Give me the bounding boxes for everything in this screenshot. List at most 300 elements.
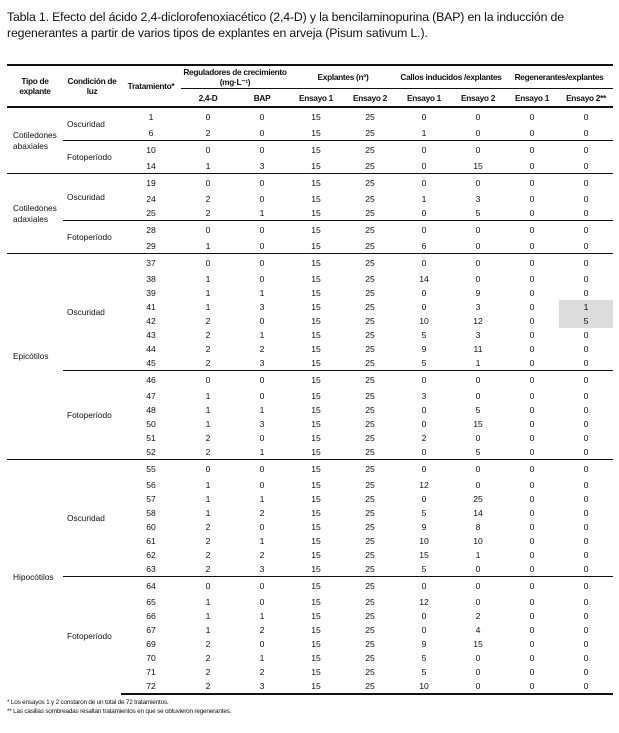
cell-tratamiento: 47 (146, 391, 156, 401)
cell-regenerantes-ensayo2: 0 (583, 241, 589, 251)
header-callos-ensayo2: Ensayo 2 (451, 89, 505, 108)
cell-bap: 0 (259, 639, 265, 649)
cell-bap: 1 (259, 330, 265, 340)
cell-callos-ensayo1: 5 (421, 667, 427, 677)
cell-regenerantes-ensayo2: 0 (583, 274, 589, 284)
cell-tipo-explante: Cotiledones adaxiales (7, 174, 63, 254)
cell-24d: 0 (181, 141, 235, 160)
cell-explantes-ensayo2: 25 (343, 254, 397, 273)
cell-callos-ensayo2: 0 (451, 174, 505, 193)
cell-callos-ensayo2: 3 (475, 330, 481, 340)
cell-tratamiento: 56 (146, 480, 156, 490)
cell-explantes-ensayo2: 25 (365, 344, 375, 354)
cell-explantes-ensayo2: 25 (343, 577, 397, 596)
cell-regenerantes-ensayo1: 0 (529, 241, 535, 251)
cell-callos-ensayo1: 10 (397, 679, 451, 694)
cell-tratamiento: 67 (146, 625, 156, 635)
header-24d: 2,4-D (181, 89, 235, 108)
cell-tratamiento: 57 (146, 494, 156, 504)
cell-explantes-ensayo1: 15 (311, 597, 321, 607)
cell-24d: 0 (181, 107, 235, 126)
cell-24d: 1 (205, 480, 211, 490)
cell-explantes-ensayo1: 15 (289, 460, 343, 479)
cell-callos-ensayo2: 0 (475, 433, 481, 443)
cell-regenerantes-ensayo2: 0 (583, 494, 589, 504)
cell-callos-ensayo1: 2 (421, 433, 427, 443)
cell-bap: 0 (259, 522, 265, 532)
cell-bap: 3 (259, 302, 265, 312)
cell-callos-ensayo1: 5 (421, 564, 427, 574)
cell-24d: 1 (205, 391, 211, 401)
cell-tratamiento: 63 (146, 564, 156, 574)
cell-tratamiento: 55 (121, 460, 181, 479)
cell-tratamiento: 6 (148, 128, 154, 138)
cell-explantes-ensayo1: 15 (311, 522, 321, 532)
cell-explantes-ensayo2: 25 (365, 302, 375, 312)
cell-callos-ensayo2: 0 (475, 480, 481, 490)
cell-bap: 3 (235, 679, 289, 694)
cell-regenerantes-ensayo1: 0 (529, 433, 535, 443)
cell-explantes-ensayo1: 15 (311, 316, 321, 326)
cell-explantes-ensayo1: 15 (311, 288, 321, 298)
cell-24d: 1 (205, 241, 211, 251)
cell-callos-ensayo1: 0 (421, 611, 427, 621)
cell-regenerantes-ensayo2: 0 (559, 254, 613, 273)
cell-tratamiento: 70 (146, 653, 156, 663)
cell-regenerantes-ensayo1: 0 (505, 460, 559, 479)
cell-regenerantes-ensayo2: 0 (583, 419, 589, 429)
cell-explantes-ensayo2: 25 (365, 405, 375, 415)
cell-regenerantes-ensayo1: 0 (529, 405, 535, 415)
cell-condicion-luz: Fotoperíodo (63, 221, 121, 254)
cell-24d: 1 (205, 161, 211, 171)
cell-condicion-luz: Oscuridad (63, 107, 121, 141)
cell-bap: 0 (235, 174, 289, 193)
cell-regenerantes-ensayo1: 0 (529, 344, 535, 354)
cell-callos-ensayo2: 5 (475, 447, 481, 457)
cell-explantes-ensayo1: 15 (289, 107, 343, 126)
cell-explantes-ensayo1: 15 (289, 221, 343, 240)
cell-explantes-ensayo2: 25 (365, 447, 375, 457)
cell-explantes-ensayo1: 15 (311, 391, 321, 401)
cell-callos-ensayo2: 14 (473, 508, 483, 518)
cell-bap: 2 (259, 550, 265, 560)
cell-bap: 0 (259, 274, 265, 284)
cell-callos-ensayo2: 0 (451, 254, 505, 273)
cell-callos-ensayo1: 9 (421, 344, 427, 354)
cell-explantes-ensayo2: 25 (365, 508, 375, 518)
cell-explantes-ensayo1: 15 (311, 625, 321, 635)
cell-regenerantes-ensayo2: 0 (583, 447, 589, 457)
cell-callos-ensayo1: 0 (421, 161, 427, 171)
cell-callos-ensayo2: 0 (451, 679, 505, 694)
cell-regenerantes-ensayo2: 0 (583, 639, 589, 649)
cell-regenerantes-ensayo2: 0 (559, 221, 613, 240)
cell-bap: 0 (259, 128, 265, 138)
cell-24d: 2 (205, 667, 211, 677)
cell-callos-ensayo1: 9 (421, 522, 427, 532)
cell-explantes-ensayo2: 25 (365, 241, 375, 251)
cell-explantes-ensayo1: 15 (311, 274, 321, 284)
cell-callos-ensayo1: 0 (397, 460, 451, 479)
cell-regenerantes-ensayo2: 0 (583, 405, 589, 415)
cell-regenerantes-ensayo1: 0 (529, 447, 535, 457)
cell-regenerantes-ensayo2: 0 (559, 679, 613, 694)
cell-condicion-luz: Oscuridad (63, 460, 121, 577)
cell-24d: 2 (205, 358, 211, 368)
cell-explantes-ensayo1: 15 (311, 344, 321, 354)
cell-explantes-ensayo1: 15 (311, 611, 321, 621)
cell-bap: 0 (259, 597, 265, 607)
cell-explantes-ensayo2: 25 (365, 330, 375, 340)
cell-explantes-ensayo2: 25 (365, 625, 375, 635)
cell-bap: 3 (259, 419, 265, 429)
cell-regenerantes-ensayo1: 0 (505, 254, 559, 273)
cell-callos-ensayo2: 2 (475, 611, 481, 621)
cell-regenerantes-ensayo2: 0 (583, 128, 589, 138)
cell-callos-ensayo2: 5 (475, 208, 481, 218)
cell-tratamiento: 60 (146, 522, 156, 532)
cell-explantes-ensayo2: 25 (365, 611, 375, 621)
cell-explantes-ensayo2: 25 (365, 597, 375, 607)
cell-tratamiento: 62 (146, 550, 156, 560)
cell-tratamiento: 51 (146, 433, 156, 443)
cell-tratamiento: 61 (146, 536, 156, 546)
cell-explantes-ensayo2: 25 (365, 564, 375, 574)
cell-callos-ensayo2: 0 (475, 274, 481, 284)
cell-regenerantes-ensayo2: 5 (559, 314, 613, 328)
cell-callos-ensayo2: 9 (475, 288, 481, 298)
cell-explantes-ensayo1: 15 (289, 174, 343, 193)
cell-regenerantes-ensayo2: 0 (583, 667, 589, 677)
cell-regenerantes-ensayo1: 0 (529, 480, 535, 490)
cell-bap: 3 (259, 161, 265, 171)
cell-tratamiento: 64 (121, 577, 181, 596)
cell-callos-ensayo1: 9 (421, 639, 427, 649)
cell-24d: 1 (205, 597, 211, 607)
cell-regenerantes-ensayo1: 0 (529, 564, 535, 574)
cell-explantes-ensayo2: 25 (343, 371, 397, 390)
cell-tratamiento: 52 (146, 447, 156, 457)
cell-explantes-ensayo1: 15 (311, 480, 321, 490)
cell-regenerantes-ensayo1: 0 (529, 208, 535, 218)
cell-regenerantes-ensayo1: 0 (529, 274, 535, 284)
cell-tratamiento: 24 (146, 194, 156, 204)
cell-explantes-ensayo1: 15 (311, 208, 321, 218)
cell-bap: 0 (235, 107, 289, 126)
cell-regenerantes-ensayo2: 0 (583, 625, 589, 635)
cell-24d: 2 (205, 564, 211, 574)
cell-bap: 0 (259, 241, 265, 251)
cell-regenerantes-ensayo1: 0 (529, 639, 535, 649)
cell-regenerantes-ensayo2: 0 (583, 522, 589, 532)
cell-regenerantes-ensayo1: 0 (529, 611, 535, 621)
cell-24d: 2 (205, 536, 211, 546)
cell-tratamiento: 65 (146, 597, 156, 607)
cell-24d: 1 (205, 302, 211, 312)
cell-bap: 1 (259, 653, 265, 663)
table-row (7, 174, 613, 193)
cell-regenerantes-ensayo2: 0 (583, 358, 589, 368)
cell-bap: 0 (259, 316, 265, 326)
footnotes (7, 698, 613, 716)
cell-bap: 0 (235, 141, 289, 160)
cell-callos-ensayo2: 0 (451, 460, 505, 479)
cell-callos-ensayo1: 0 (421, 208, 427, 218)
cell-tipo-explante: Cotiledones abaxiales (7, 107, 63, 174)
cell-24d: 1 (205, 288, 211, 298)
cell-explantes-ensayo2: 25 (365, 653, 375, 663)
cell-regenerantes-ensayo1: 0 (529, 550, 535, 560)
cell-tipo-explante: Hipocótilos (7, 460, 63, 695)
cell-regenerantes-ensayo2: 0 (583, 288, 589, 298)
cell-regenerantes-ensayo2: 0 (583, 480, 589, 490)
cell-explantes-ensayo1: 15 (311, 241, 321, 251)
cell-tipo-explante: Epicótilos (7, 254, 63, 460)
cell-bap: 0 (235, 577, 289, 596)
cell-bap: 0 (235, 254, 289, 273)
cell-tratamiento: 48 (146, 405, 156, 415)
cell-regenerantes-ensayo1: 0 (529, 536, 535, 546)
cell-explantes-ensayo1: 15 (311, 194, 321, 204)
cell-bap: 0 (235, 460, 289, 479)
cell-explantes-ensayo1: 15 (289, 141, 343, 160)
cell-regenerantes-ensayo1: 0 (529, 330, 535, 340)
cell-bap: 1 (259, 494, 265, 504)
cell-regenerantes-ensayo1: 0 (529, 302, 535, 312)
cell-explantes-ensayo1: 15 (311, 653, 321, 663)
cell-explantes-ensayo1: 15 (311, 447, 321, 457)
cell-callos-ensayo1: 12 (419, 597, 429, 607)
cell-explantes-ensayo2: 25 (365, 536, 375, 546)
cell-bap: 3 (259, 564, 265, 574)
cell-explantes-ensayo2: 25 (343, 174, 397, 193)
header-explantes-ensayo1: Ensayo 1 (289, 89, 343, 108)
cell-callos-ensayo2: 3 (475, 302, 481, 312)
cell-callos-ensayo2: 11 (473, 344, 483, 354)
cell-regenerantes-ensayo1: 0 (505, 141, 559, 160)
cell-explantes-ensayo1: 15 (311, 419, 321, 429)
cell-explantes-ensayo2: 25 (365, 358, 375, 368)
cell-explantes-ensayo2: 25 (365, 419, 375, 429)
cell-tratamiento: 25 (146, 208, 156, 218)
cell-callos-ensayo1: 12 (419, 480, 429, 490)
cell-regenerantes-ensayo1: 0 (529, 597, 535, 607)
cell-bap: 1 (259, 611, 265, 621)
cell-regenerantes-ensayo2: 0 (583, 508, 589, 518)
cell-24d: 2 (205, 344, 211, 354)
cell-explantes-ensayo2: 25 (365, 494, 375, 504)
cell-bap: 2 (259, 667, 265, 677)
cell-24d: 0 (181, 221, 235, 240)
cell-explantes-ensayo1: 15 (289, 254, 343, 273)
cell-explantes-ensayo2: 25 (365, 194, 375, 204)
cell-regenerantes-ensayo1: 0 (529, 508, 535, 518)
cell-bap: 1 (259, 288, 265, 298)
cell-explantes-ensayo1: 15 (311, 433, 321, 443)
cell-regenerantes-ensayo1: 0 (529, 316, 535, 326)
cell-24d: 2 (205, 208, 211, 218)
cell-callos-ensayo2: 10 (473, 536, 483, 546)
header-tipo: Tipo de explante (7, 65, 63, 107)
cell-tratamiento: 28 (121, 221, 181, 240)
cell-explantes-ensayo2: 25 (343, 107, 397, 126)
cell-regenerantes-ensayo1: 0 (505, 679, 559, 694)
cell-tratamiento: 50 (146, 419, 156, 429)
cell-regenerantes-ensayo1: 0 (529, 161, 535, 171)
cell-explantes-ensayo1: 15 (311, 564, 321, 574)
header-regenerantes-ensayo1: Ensayo 1 (505, 89, 559, 108)
cell-regenerantes-ensayo2: 0 (583, 564, 589, 574)
cell-regenerantes-ensayo1: 0 (529, 653, 535, 663)
cell-regenerantes-ensayo1: 0 (505, 107, 559, 126)
cell-regenerantes-ensayo1: 0 (529, 625, 535, 635)
cell-regenerantes-ensayo1: 0 (529, 391, 535, 401)
cell-24d: 1 (205, 419, 211, 429)
cell-condicion-luz: Fotoperíodo (63, 141, 121, 174)
cell-24d: 2 (205, 550, 211, 560)
cell-callos-ensayo2: 0 (451, 141, 505, 160)
cell-explantes-ensayo2: 25 (365, 161, 375, 171)
cell-bap: 3 (259, 358, 265, 368)
header-bap: BAP (235, 89, 289, 108)
cell-regenerantes-ensayo2: 0 (583, 433, 589, 443)
cell-24d: 1 (205, 274, 211, 284)
cell-regenerantes-ensayo2: 0 (559, 174, 613, 193)
cell-regenerantes-ensayo1: 0 (529, 419, 535, 429)
cell-bap: 2 (259, 508, 265, 518)
cell-callos-ensayo2: 15 (473, 161, 483, 171)
cell-explantes-ensayo2: 25 (365, 550, 375, 560)
cell-regenerantes-ensayo2: 0 (583, 194, 589, 204)
cell-condicion-luz: Fotoperíodo (63, 577, 121, 695)
cell-callos-ensayo1: 0 (421, 288, 427, 298)
cell-24d: 2 (205, 639, 211, 649)
cell-24d: 0 (181, 371, 235, 390)
cell-regenerantes-ensayo1: 0 (529, 522, 535, 532)
cell-tratamiento: 43 (146, 330, 156, 340)
cell-explantes-ensayo2: 25 (365, 639, 375, 649)
cell-tratamiento: 69 (146, 639, 156, 649)
cell-bap: 1 (259, 536, 265, 546)
cell-callos-ensayo1: 14 (419, 274, 429, 284)
cell-regenerantes-ensayo2: 0 (583, 161, 589, 171)
cell-callos-ensayo1: 0 (397, 107, 451, 126)
cell-regenerantes-ensayo1: 0 (529, 194, 535, 204)
cell-24d: 1 (205, 494, 211, 504)
cell-callos-ensayo1: 0 (421, 419, 427, 429)
cell-bap: 0 (235, 221, 289, 240)
table-row (7, 371, 613, 390)
cell-bap: 1 (259, 447, 265, 457)
cell-explantes-ensayo2: 25 (365, 208, 375, 218)
cell-regenerantes-ensayo1: 0 (529, 128, 535, 138)
cell-regenerantes-ensayo2: 0 (583, 536, 589, 546)
cell-tratamiento: 46 (121, 371, 181, 390)
cell-tratamiento: 42 (146, 316, 156, 326)
cell-callos-ensayo2: 0 (451, 221, 505, 240)
cell-callos-ensayo1: 10 (419, 536, 429, 546)
cell-callos-ensayo2: 0 (475, 653, 481, 663)
cell-explantes-ensayo1: 15 (311, 508, 321, 518)
cell-explantes-ensayo1: 15 (311, 550, 321, 560)
cell-callos-ensayo1: 5 (421, 358, 427, 368)
cell-regenerantes-ensayo2: 0 (583, 330, 589, 340)
cell-callos-ensayo1: 0 (397, 141, 451, 160)
cell-24d: 1 (205, 508, 211, 518)
table-row (7, 107, 613, 126)
cell-callos-ensayo2: 12 (473, 316, 483, 326)
cell-24d: 0 (181, 254, 235, 273)
cell-explantes-ensayo1: 15 (311, 639, 321, 649)
cell-regenerantes-ensayo1: 0 (529, 667, 535, 677)
cell-24d: 2 (205, 316, 211, 326)
cell-callos-ensayo2: 4 (475, 625, 481, 635)
cell-tratamiento: 14 (146, 161, 156, 171)
cell-callos-ensayo2: 0 (475, 597, 481, 607)
cell-bap: 0 (259, 433, 265, 443)
cell-regenerantes-ensayo1: 0 (505, 221, 559, 240)
cell-explantes-ensayo1: 15 (289, 577, 343, 596)
cell-bap: 2 (259, 625, 265, 635)
cell-tratamiento: 72 (121, 679, 181, 694)
cell-callos-ensayo1: 1 (421, 128, 427, 138)
header-explantes-ensayo2: Ensayo 2 (343, 89, 397, 108)
cell-callos-ensayo2: 0 (475, 128, 481, 138)
header-reguladores: Reguladores de crecimiento (mg·L⁻¹) (181, 65, 289, 89)
cell-explantes-ensayo2: 25 (365, 667, 375, 677)
cell-regenerantes-ensayo1: 0 (505, 371, 559, 390)
cell-bap: 0 (235, 371, 289, 390)
cell-24d: 1 (205, 611, 211, 621)
cell-regenerantes-ensayo2: 0 (559, 460, 613, 479)
cell-callos-ensayo2: 0 (475, 564, 481, 574)
cell-regenerantes-ensayo2: 1 (559, 300, 613, 314)
cell-callos-ensayo2: 25 (473, 494, 483, 504)
cell-regenerantes-ensayo1: 0 (505, 577, 559, 596)
cell-regenerantes-ensayo1: 0 (505, 174, 559, 193)
cell-callos-ensayo2: 0 (475, 241, 481, 251)
cell-tratamiento: 19 (121, 174, 181, 193)
cell-tratamiento: 45 (146, 358, 156, 368)
cell-regenerantes-ensayo1: 0 (529, 358, 535, 368)
cell-24d: 0 (181, 174, 235, 193)
cell-explantes-ensayo1: 15 (311, 302, 321, 312)
cell-callos-ensayo1: 5 (421, 508, 427, 518)
cell-callos-ensayo1: 15 (419, 550, 429, 560)
cell-callos-ensayo1: 0 (397, 174, 451, 193)
cell-24d: 2 (181, 679, 235, 694)
cell-tratamiento: 29 (146, 241, 156, 251)
cell-explantes-ensayo1: 15 (311, 536, 321, 546)
cell-callos-ensayo1: 0 (397, 371, 451, 390)
cell-explantes-ensayo1: 15 (311, 330, 321, 340)
footnote-2: ** Las casillas sombreadas resaltan tratamientos en que se obtuvieron regenerantes. (7, 708, 232, 715)
cell-regenerantes-ensayo2: 0 (583, 597, 589, 607)
cell-explantes-ensayo2: 25 (365, 391, 375, 401)
cell-callos-ensayo1: 6 (421, 241, 427, 251)
cell-regenerantes-ensayo1: 0 (529, 288, 535, 298)
cell-regenerantes-ensayo2: 0 (583, 344, 589, 354)
cell-regenerantes-ensayo2: 0 (583, 208, 589, 218)
cell-condicion-luz: Fotoperíodo (63, 371, 121, 460)
cell-24d: 2 (205, 522, 211, 532)
cell-explantes-ensayo2: 25 (365, 480, 375, 490)
cell-regenerantes-ensayo2: 0 (559, 107, 613, 126)
cell-explantes-ensayo2: 25 (365, 288, 375, 298)
header-explantes: Explantes (nº) (289, 65, 397, 89)
cell-24d: 2 (205, 433, 211, 443)
